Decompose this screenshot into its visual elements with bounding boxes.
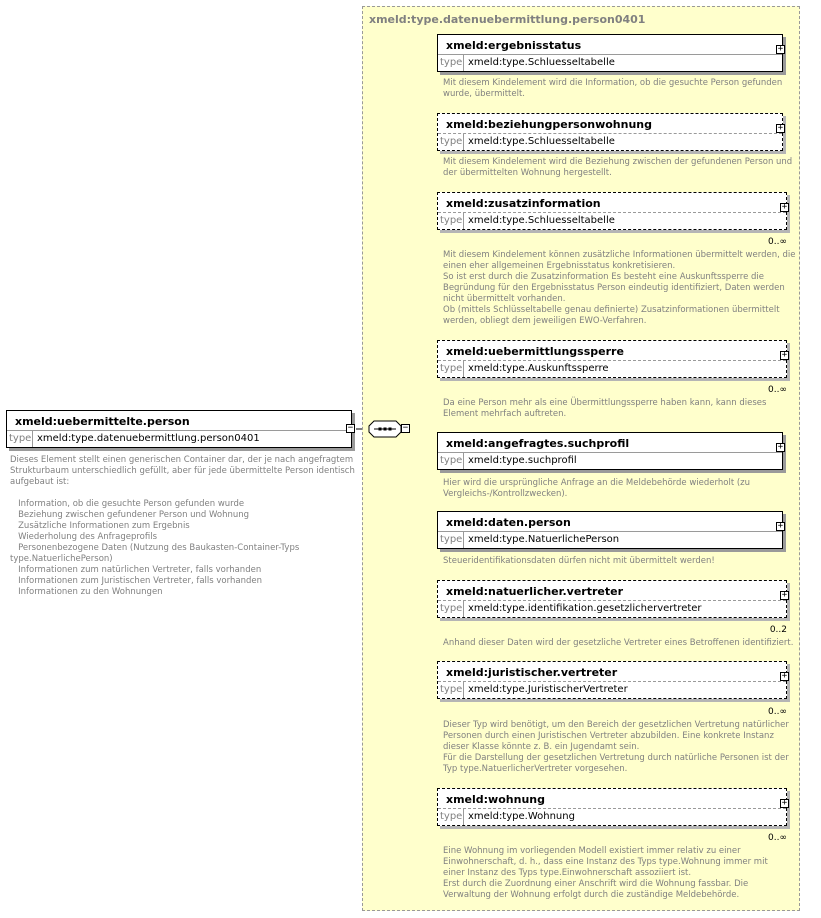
type-value: xmeld:type.Schluesseltabelle	[468, 215, 615, 226]
documentation-ergebnisstatus: Mit diesem Kindelement wird die Information, ob die gesuchte Person gefunden wurde, übermittelt.	[443, 78, 783, 99]
expand-button-beziehungpersonwohnung[interactable]: +	[777, 123, 784, 133]
type-value: xmeld:type.Auskunftssperre	[468, 363, 609, 374]
type-label: type	[438, 134, 464, 150]
documentation-daten-person: Steueridentifikationsdaten dürfen nicht mit übermittelt werden!	[443, 556, 715, 566]
expand-button-daten-person[interactable]: +	[777, 521, 784, 531]
element-name: xmeld:beziehungpersonwohnung	[446, 118, 653, 131]
documentation-zusatzinformation: Mit diesem Kindelement können zusätzliche Informationen übermittelt werden, die einen eher allgemeinen Ergebnisstatus konkretisieren. So ist erst durch die Zusatzinformation Es besteht eine Auskunftssperre die Begründung für den Ergebnisstatus Person eindeutig identifiziert, Daten werden nicht übermittelt vorhanden. Ob (mittels Schlüsseltabelle genau definierte) Zusatzinformationen übermittelt werden, obliegt dem jeweiligen EWO-Verfahren.	[443, 250, 796, 326]
type-label: type	[438, 213, 464, 229]
type-row	[438, 808, 786, 825]
expand-button-wohnung[interactable]: +	[781, 798, 788, 808]
complex-type-title: xmeld:type.datenuebermittlung.person0401	[369, 13, 646, 26]
type-label: type	[438, 532, 464, 548]
type-value: xmeld:type.suchprofil	[468, 455, 577, 466]
cardinality-label: 0..∞	[768, 833, 787, 843]
type-label: type	[438, 453, 464, 469]
root-documentation: Dieses Element stellt einen generischen Container dar, der je nach angefragtem Strukturbaum unterschiedlich gefüllt, aber für jede übermittelte Person identisch aufgebaut ist: Information, ob die gesuchte Person gefunden wurde Beziehung zwischen gefundener Person und Wohnung Zusätzliche Informationen zum Ergebnis Wiederholung des Anfrageprofils Personenbezogene Daten (Nutzung des Baukasten-Container-Typs type.NatuerlichePerson) Informationen zum natürlichen Vertreter, falls vorhanden Informationen zum Juristischen Vertreter, falls vorhanden Informationen zu den Wohnungen	[10, 455, 355, 597]
element-daten-person[interactable]	[437, 511, 783, 549]
root-type-value: xmeld:type.datenuebermittlung.person0401	[37, 433, 260, 444]
element-beziehungpersonwohnung[interactable]	[437, 113, 783, 151]
type-label: type	[438, 809, 464, 825]
element-juristischer-vertreter[interactable]	[437, 661, 787, 699]
expand-button-angefragtes-suchprofil[interactable]: +	[777, 442, 784, 452]
documentation-juristischer-vertreter: Dieser Typ wird benötigt, um den Bereich der gesetzlichen Vertretung natürlicher Personen durch einen Juristischen Vertreter abzubilden. Eine konkrete Instanz dieser Klasse könnte z. B. ein Jugendamt sein. Für die Darstellung der gesetzlichen Vertretung durch natürliche Personen ist der Typ type.NatuerlicherVertreter vorgesehen.	[443, 720, 789, 774]
element-name: xmeld:zusatzinformation	[446, 197, 601, 210]
documentation-beziehungpersonwohnung: Mit diesem Kindelement wird die Beziehung zwischen der gefundenen Person und der übermittelten Wohnung hergestellt.	[443, 157, 793, 178]
type-value: xmeld:type.NatuerlichePerson	[468, 534, 620, 545]
cardinality-label: 0..∞	[768, 385, 787, 395]
cardinality-label: 0..∞	[768, 237, 787, 247]
element-name: xmeld:ergebnisstatus	[446, 39, 582, 52]
type-value: xmeld:type.identifikation.gesetzlichervertreter	[468, 603, 702, 614]
documentation-natuerlicher-vertreter: Anhand dieser Daten wird der gesetzliche Vertreter eines Betroffenen identifiziert.	[443, 638, 794, 648]
expand-button-zusatzinformation[interactable]: +	[781, 202, 788, 212]
root-collapse-button[interactable]: −	[347, 423, 354, 433]
type-label: type	[438, 55, 464, 71]
documentation-uebermittlungssperre: Da eine Person mehr als eine Übermittlungssperre haben kann, kann dieses Element mehrfach auftreten.	[443, 398, 767, 419]
root-type-row	[7, 430, 351, 447]
sequence-icon[interactable]	[368, 420, 402, 438]
element-name: xmeld:daten.person	[446, 516, 571, 529]
element-name: xmeld:angefragtes.suchprofil	[446, 437, 630, 450]
type-value: xmeld:type.Schluesseltabelle	[468, 57, 615, 68]
root-element[interactable]	[6, 410, 352, 448]
root-element-name: xmeld:uebermittelte.person	[15, 415, 190, 428]
cardinality-label: 0..∞	[768, 707, 787, 717]
cardinality-label: 0..2	[769, 625, 787, 635]
expand-button-ergebnisstatus[interactable]: +	[777, 44, 784, 54]
element-name: xmeld:juristischer.vertreter	[446, 666, 618, 679]
element-name: xmeld:wohnung	[446, 793, 545, 806]
sequence-collapse-button[interactable]: −	[402, 423, 409, 433]
element-name: xmeld:natuerlicher.vertreter	[446, 585, 624, 598]
element-ergebnisstatus[interactable]	[437, 34, 783, 72]
type-row	[438, 360, 786, 377]
element-wohnung[interactable]	[437, 788, 787, 826]
element-natuerlicher-vertreter[interactable]	[437, 580, 787, 618]
type-value: xmeld:type.JuristischerVertreter	[468, 684, 628, 695]
expand-button-juristischer-vertreter[interactable]: +	[781, 671, 788, 681]
root-type-label: type	[7, 431, 33, 447]
type-label: type	[438, 601, 464, 617]
documentation-wohnung: Eine Wohnung im vorliegenden Modell existiert immer relativ zu einer Einwohnerschaft, d. h., dass eine Instanz des Typs type.Wohnung immer mit einer Instanz des Typs type.Einwohnerschaft assoziiert ist. Erst durch die Zuordnung einer Anschrift wird die Wohnung fassbar. Die Verwaltung der Wohnung erfolgt durch die zuständige Meldebehörde.	[443, 846, 768, 900]
element-name: xmeld:uebermittlungssperre	[446, 345, 624, 358]
element-zusatzinformation[interactable]	[437, 192, 787, 230]
type-value: xmeld:type.Wohnung	[468, 811, 575, 822]
type-row	[438, 531, 782, 548]
expand-button-uebermittlungssperre[interactable]: +	[781, 350, 788, 360]
element-angefragtes-suchprofil[interactable]	[437, 432, 783, 470]
type-row	[438, 452, 782, 469]
type-label: type	[438, 361, 464, 377]
type-label: type	[438, 682, 464, 698]
type-value: xmeld:type.Schluesseltabelle	[468, 136, 615, 147]
type-row	[438, 681, 786, 698]
type-row	[438, 212, 786, 229]
element-uebermittlungssperre[interactable]	[437, 340, 787, 378]
type-row	[438, 133, 782, 150]
documentation-angefragtes-suchprofil: Hier wird die ursprüngliche Anfrage an die Meldebehörde wiederholt (zu Vergleichs-/Kontrollzwecken).	[443, 478, 751, 499]
expand-button-natuerlicher-vertreter[interactable]: +	[781, 590, 788, 600]
type-row	[438, 600, 786, 617]
type-row	[438, 54, 782, 71]
